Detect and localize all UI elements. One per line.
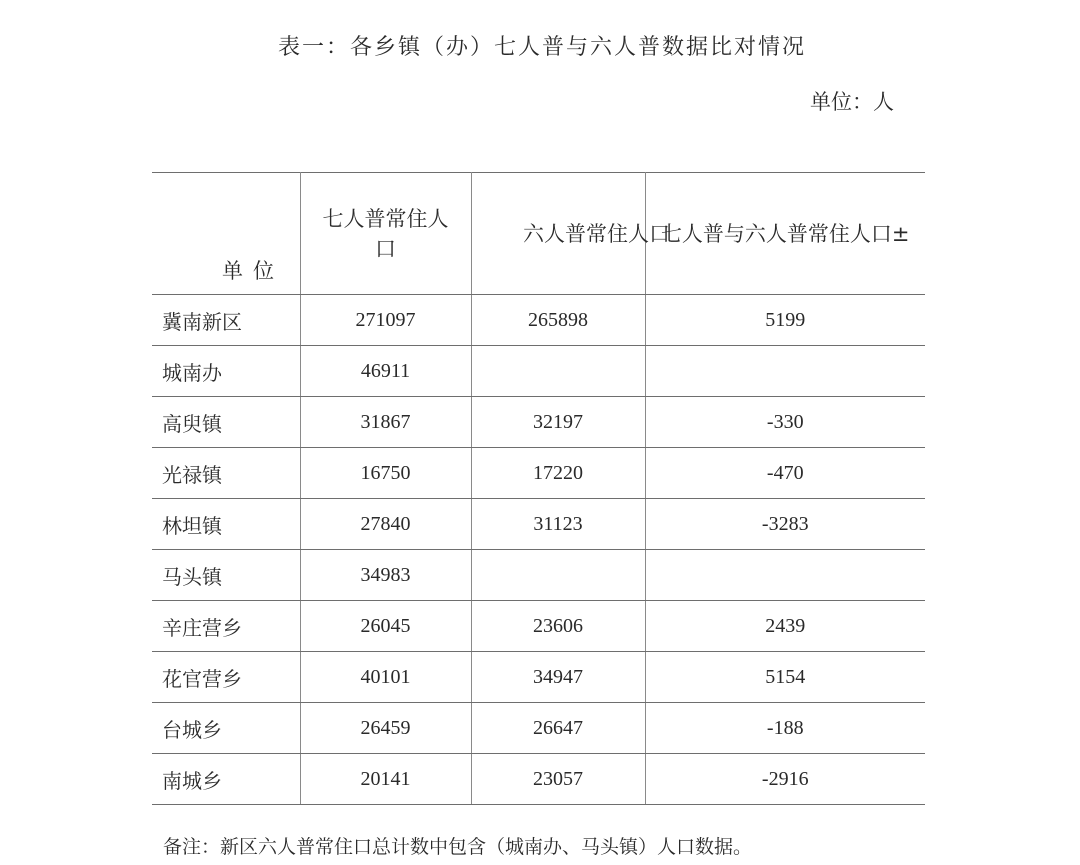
header-row	[152, 173, 925, 295]
header-diff-label: 七人普与六人普常住人口±	[660, 221, 910, 246]
cell-unit: 光禄镇	[152, 448, 300, 499]
cell-census6	[471, 346, 645, 397]
header-census6	[471, 173, 670, 295]
cell-census7: 16750	[300, 448, 471, 499]
table-row	[152, 346, 925, 397]
header-census7-label: 七人普常住人口	[322, 206, 449, 261]
table-row	[152, 550, 925, 601]
cell-unit: 台城乡	[152, 703, 300, 754]
cell-unit: 辛庄营乡	[152, 601, 300, 652]
header-unit: 单位	[152, 173, 300, 295]
cell-census6: 26647	[471, 703, 645, 754]
cell-census6: 23606	[471, 601, 645, 652]
cell-census7: 27840	[300, 499, 471, 550]
unit-label: 单位：人	[810, 90, 894, 114]
cell-census7: 34983	[300, 550, 471, 601]
cell-census6: 265898	[471, 295, 645, 346]
cell-census7: 20141	[300, 754, 471, 805]
cell-census6: 23057	[471, 754, 645, 805]
cell-census6: 17220	[471, 448, 645, 499]
cell-unit: 城南办	[152, 346, 300, 397]
cell-diff	[645, 550, 925, 601]
table-row	[152, 448, 925, 499]
table-row	[152, 397, 925, 448]
header-census6-label: 六人普常住人口	[523, 221, 670, 246]
cell-census6: 31123	[471, 499, 645, 550]
table-row	[152, 499, 925, 550]
table-row	[152, 754, 925, 805]
cell-census7: 40101	[300, 652, 471, 703]
cell-diff	[645, 346, 925, 397]
cell-unit: 南城乡	[152, 754, 300, 805]
cell-diff: -188	[645, 703, 925, 754]
cell-unit: 高臾镇	[152, 397, 300, 448]
cell-census7: 31867	[300, 397, 471, 448]
table-row	[152, 703, 925, 754]
cell-census7: 26045	[300, 601, 471, 652]
cell-census6: 32197	[471, 397, 645, 448]
cell-diff: -330	[645, 397, 925, 448]
table-row	[152, 652, 925, 703]
footnote: 备注：新区六人普常住口总计数中包含（城南办、马头镇）人口数据。	[163, 836, 753, 858]
cell-diff: 2439	[645, 601, 925, 652]
cell-diff: -3283	[645, 499, 925, 550]
cell-census6	[471, 550, 645, 601]
cell-census7: 26459	[300, 703, 471, 754]
cell-census7: 271097	[300, 295, 471, 346]
cell-unit: 花官营乡	[152, 652, 300, 703]
cell-diff: -2916	[645, 754, 925, 805]
header-diff	[645, 173, 925, 295]
cell-diff: 5154	[645, 652, 925, 703]
header-census7	[300, 173, 471, 295]
cell-unit: 冀南新区	[152, 295, 300, 346]
table-row	[152, 601, 925, 652]
cell-unit: 林坦镇	[152, 499, 300, 550]
census-comparison-table	[152, 172, 925, 805]
cell-diff: -470	[645, 448, 925, 499]
cell-diff: 5199	[645, 295, 925, 346]
cell-unit: 马头镇	[152, 550, 300, 601]
cell-census7: 46911	[300, 346, 471, 397]
table-title: 表一：各乡镇（办）七人普与六人普数据比对情况	[278, 35, 807, 60]
cell-census6: 34947	[471, 652, 645, 703]
table-row	[152, 295, 925, 346]
